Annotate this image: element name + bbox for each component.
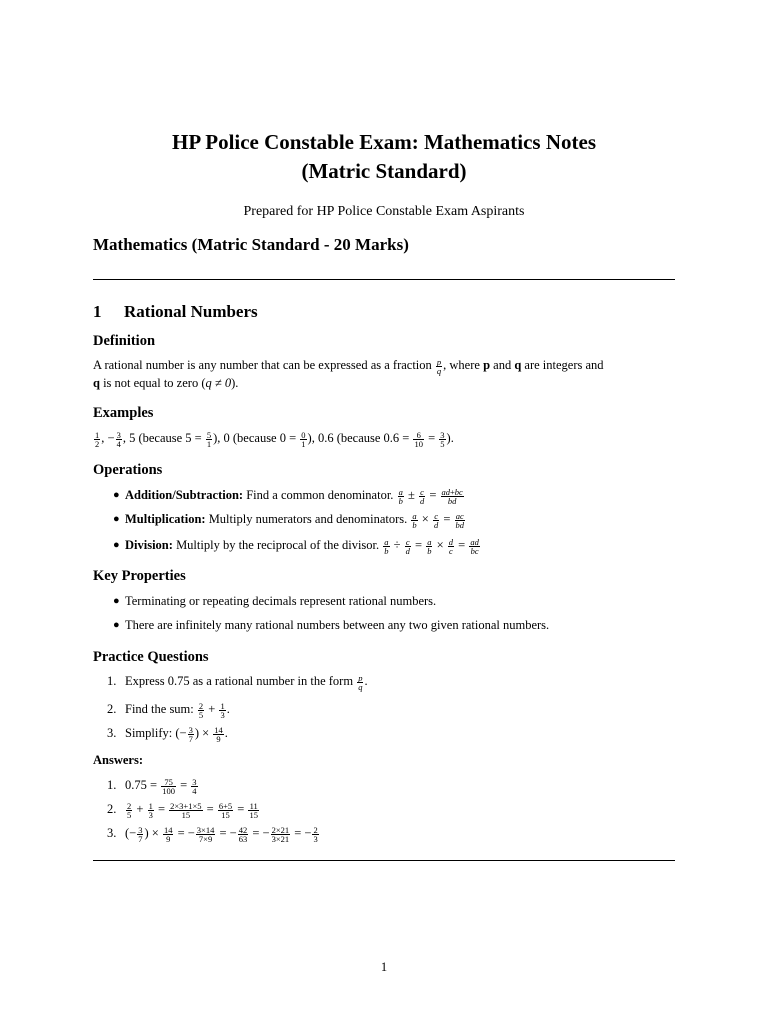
answer-item: 1. 0.75 = $\frac{75}{100}$ = $\frac{3}{4}$ [107,776,197,796]
operation-text: Find a common denominator. [246,488,394,502]
definition-text: ). [231,375,239,390]
key-properties-heading: Key Properties [93,568,186,584]
practice-heading: Practice Questions [93,649,209,665]
operation-label: Division: [125,538,173,552]
bullet-icon: ● [113,539,120,551]
bullet-icon: ● [113,513,120,525]
bullet-icon: ● [113,489,120,501]
question-text: Express 0.75 as a rational number in the form [125,674,354,688]
definition-text: , where [443,358,480,372]
fraction-numerator: p [436,356,442,367]
practice-question: 3. Simplify: (− $\frac{3}{7}$ ) × $\frac{14}{9}$ . [107,724,228,744]
title-line-1: HP Police Constable Exam: Mathematics Notes [171,130,596,154]
operation-text: Multiply numerators and denominators. [208,512,408,526]
title-line-2: (Matric Standard) [301,159,467,183]
property-text: Terminating or repeating decimals represent rational numbers. [125,594,437,608]
definition-text: and [493,358,512,372]
section-heading [93,302,258,322]
examples-line: $\frac{1}{2}$ , − $\frac{3}{4}$ , 5 (because 5 = $\frac{5}{1}$ ), 0 (because 0 = $\frac{0}{1}$ ), 0.6 (because 0.6 = $\frac{6}{10}$ = $\frac{3}{5}$ ). [95,429,454,449]
definition-text: is not equal to zero ( [103,375,206,390]
bullet-icon: ● [113,595,120,607]
question-text: Simplify: [125,726,173,740]
subtitle: Prepared for HP Police Constable Exam Aspirants [243,204,525,219]
question-text: Find the sum: [125,702,194,716]
page-number: 1 [380,960,388,974]
variable-q: q [514,358,522,372]
definition-text: are integers and [524,358,604,372]
answers-heading: Answers: [93,753,143,767]
variable-q: q [93,375,100,390]
practice-question: 1. Express 0.75 as a rational number in the form $\frac{p}{q}$ . [107,672,368,692]
operations-heading: Operations [93,462,163,478]
operation-text: Multiply by the reciprocal of the divisor. [176,538,380,552]
examples-heading: Examples [93,405,154,421]
variable-p: p [483,358,491,372]
top-divider [93,279,675,280]
fraction-denominator: q [436,365,442,376]
section-title: Rational Numbers [124,302,258,321]
bottom-divider [93,860,675,861]
practice-question: 2. Find the sum: $\frac{2}{5}$ + $\frac{1}{3}$ . [107,700,230,720]
operation-label: Addition/Subtraction: [125,488,244,502]
property-text: There are infinitely many rational numbers between any two given rational numbers. [125,618,550,632]
nonzero-condition: q ≠ 0 [205,375,232,390]
fraction-p-over-q [436,358,442,375]
subject-banner: Mathematics (Matric Standard - 20 Marks) [93,235,409,254]
section-number: 1 [93,302,102,321]
definition-text: A rational number is any number that can be expressed as a fraction [93,358,432,372]
definition-paragraph [93,357,677,392]
answer-item: 3. (− $\frac{3}{7}$ ) × $\frac{14}{9}$ = − $\frac{3\times 14}{7\times 9}$ = − $\frac{42}{63}$ = − $\frac{2\times 21}{3\times 21}$ = − $\frac{2}{3}$ [107,824,318,844]
definition-heading: Definition [93,333,156,349]
operation-label: Multiplication: [125,512,206,526]
page-title [80,128,688,186]
answer-item: 2. $\frac{2}{5}$ + $\frac{1}{3}$ = $\frac{2\times 3+1\times 5}{15}$ = $\frac{6+5}{15}$ = $\frac{11}{15}$ [107,800,258,820]
bullet-icon: ● [113,619,120,631]
